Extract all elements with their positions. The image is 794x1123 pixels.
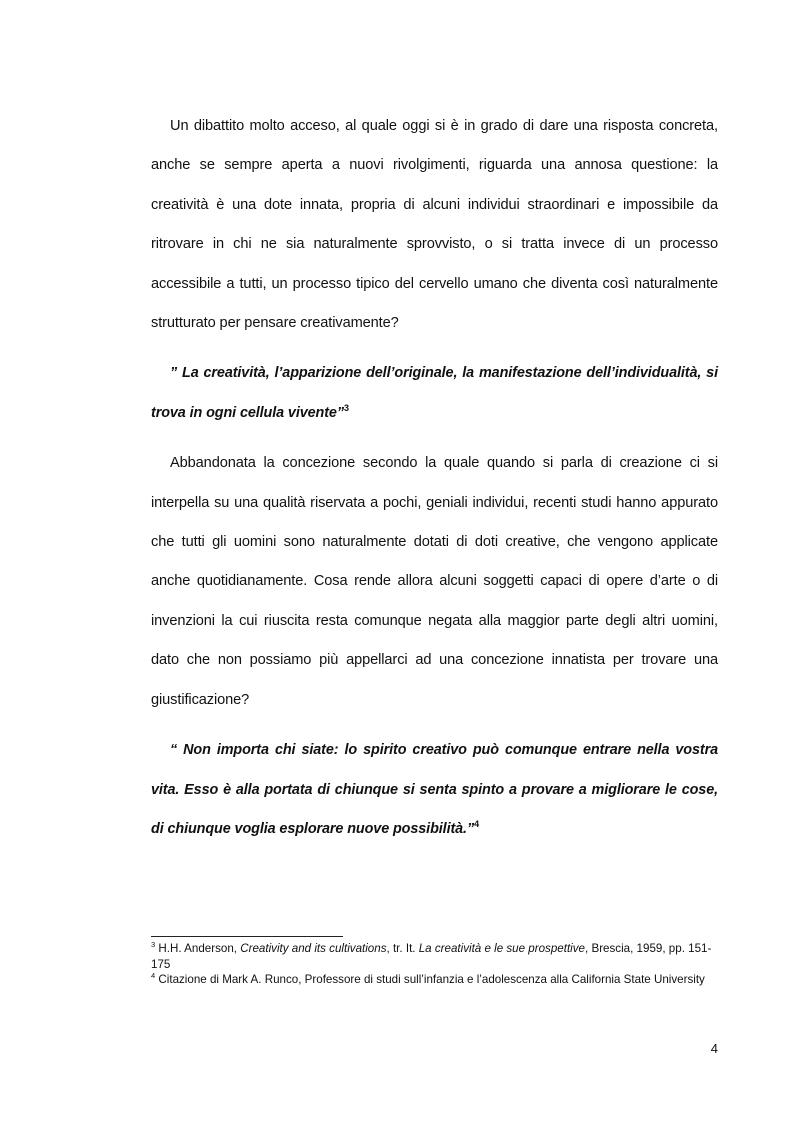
- footnote-ref-4[interactable]: 4: [474, 819, 479, 830]
- footnotes: [151, 941, 718, 988]
- footnote-3-text-c: , Brescia, 1959, pp. 151-175: [151, 942, 712, 971]
- quote-1-text: ” La creatività, l’apparizione dell’originale, la manifestazione dell’individualità, si trova in ogni cellula vivente”: [151, 365, 718, 421]
- paragraph-2: Abbandonata la concezione secondo la quale quando si parla di creazione ci si interpella su una qualità riservata a pochi, geniali individui, recenti studi hanno appurato che tutti gli uomini sono naturalmente dotati di doti creative, che vengono applicate anche quotidianamente. Cosa rende allora alcuni soggetti capaci di opere d’arte o di invenzioni la cui riuscita resta comunque negata alla maggior parte degli altri uomini, dato che non possiamo più appellarci ad una concezione innatista per trovare una giustificazione?: [151, 455, 718, 708]
- quote-2: [151, 731, 718, 849]
- body-text: [151, 107, 718, 849]
- footnote-4-number: 4: [151, 971, 156, 981]
- footnote-ref-3[interactable]: 3: [343, 403, 349, 414]
- quote-2-text: “ Non importa chi siate: lo spirito creativo può comunque entrare nella vostra vita. Esso è alla portata di chiunque si senta spinto a provare a migliorare le cose, di chiunque voglia esplorare nuove possibilità.”: [151, 742, 718, 837]
- quote-1: [151, 354, 718, 433]
- footnote-3: [151, 941, 718, 972]
- footnote-3-number: 3: [151, 940, 156, 950]
- page-number: 4: [710, 1041, 718, 1056]
- footnote-separator: [151, 936, 343, 937]
- footnote-4: [151, 972, 718, 988]
- footnote-3-text-a: H.H. Anderson,: [155, 942, 241, 955]
- footnote-3-text-b: , tr. It.: [386, 942, 419, 955]
- footnote-4-text: Citazione di Mark A. Runco, Professore di studi sull’infanzia e l’adolescenza alla California State University: [155, 973, 705, 986]
- paragraph-1: Un dibattito molto acceso, al quale oggi si è in grado di dare una risposta concreta, anche se sempre aperta a nuovi rivolgimenti, riguarda una annosa questione: la creatività è una dote innata, propria di alcuni individui straordinari e impossibile da ritrovare in chi ne sia naturalmente sprovvisto, o si tratta invece di un processo accessibile a tutti, un processo tipico del cervello umano che diventa così naturalmente strutturato per pensare creativamente?: [151, 118, 718, 332]
- footnote-3-title-a: Creativity and its cultivations: [240, 942, 387, 955]
- footnote-3-title-b: La creatività e le sue prospettive: [418, 942, 586, 955]
